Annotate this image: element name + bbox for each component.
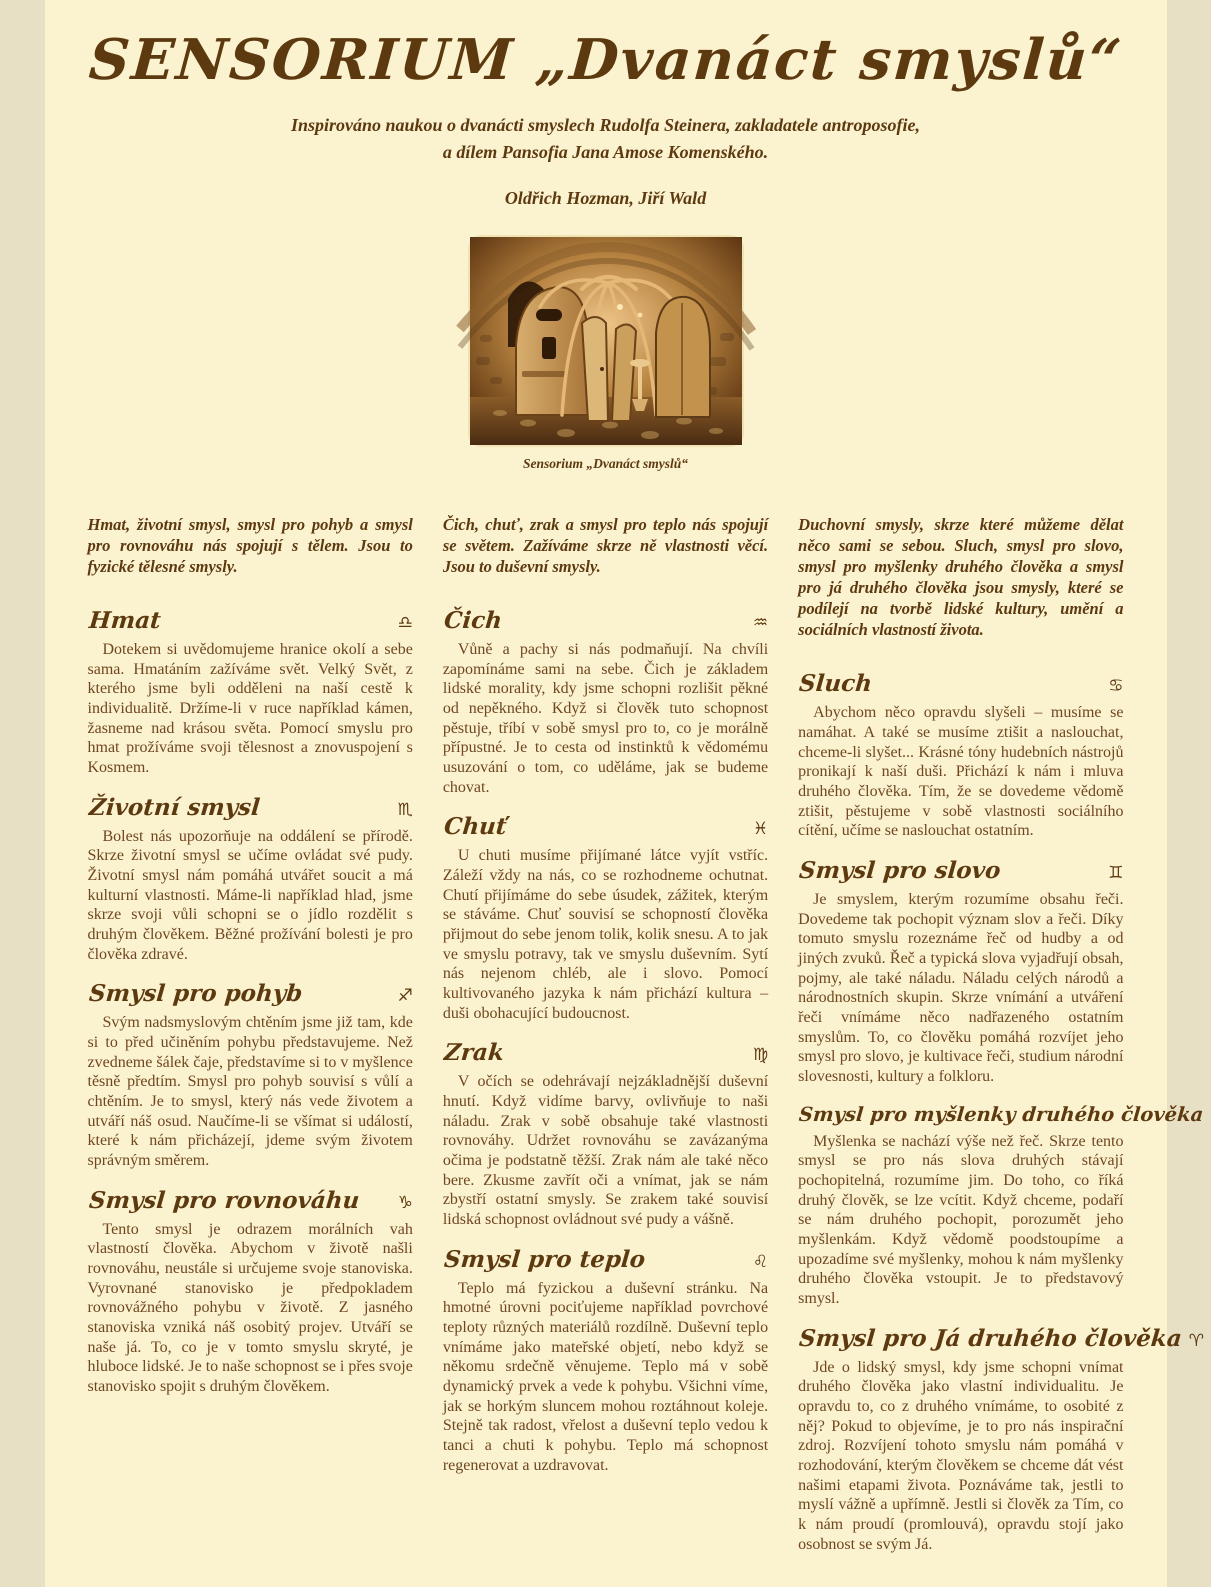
sense-heading-row [443,813,768,840]
sense-section-ja [798,1324,1205,1555]
sense-section-cich [443,607,768,797]
virgo-zodiac-icon: ♍ [752,1045,769,1066]
sensorium-figure [45,235,1167,472]
sense-title-zrak: Zrak [442,1039,505,1067]
sense-heading-row [798,670,1123,697]
sensorium-photo-illustration [470,237,742,445]
sense-title-slovo: Smysl pro slovo [798,856,1002,884]
subtitle [45,112,1167,166]
sense-section-zivotni-smysl [88,794,413,965]
sense-section-chut [443,813,768,1023]
authors-line: Oldřich Hozman, Jiří Wald [504,187,707,208]
gemini-zodiac-icon: ♊ [1108,862,1124,883]
sense-heading-row [88,980,413,1007]
right-door-pod [656,296,710,416]
left-pod [516,287,588,415]
sense-body-sluch: Abychom něco opravdu slyšeli – musíme se namáhat. A také se musíme ztišit a naslouchat, chceme-li slyšet... Krásné tóny hudebních nástrojů pronikají k naší duši. Přichází k nám i mluva druhého člověka. Tím, že se dovedeme vědomě ztišit, pěstujeme v sobě vlastnosti sociálního cítění, učíme se naslouchat ostatním. [798,704,1124,840]
cancer-zodiac-icon: ♋ [1108,676,1124,697]
column-physical-senses [88,514,413,1569]
sense-heading-row [88,794,413,821]
scorpio-zodiac-icon: ♏ [397,799,413,820]
leo-zodiac-icon: ♌ [752,1251,769,1272]
sense-section-sluch [798,670,1123,841]
sense-title-sluch: Sluch [798,670,874,698]
sense-title-rovnovaha: Smysl pro rovnováhu [87,1186,361,1214]
sense-body-slovo: Je smyslem, kterým rozumíme obsahu řeči. Dovedeme tak pochopit význam slov a řeči. Díky tomuto smyslu rozeznáme řeč od hudby a od jiných zvuků. Řeč a typická slova vyjadřují obsah, pojmy, ale také náladu. Náladu celých národů a národnostních skupin. Skrze vnímání a utváření řeči vnímáme něco nadřazeného ostatním smyslům. To, co člověku pomáhá rozvíjet jeho smysl pro slovo, je kultivace řeči, studium národní slovesnosti, kultury a folkloru. [798,890,1124,1085]
sense-title-ja: Smysl pro Já druhého člověka [798,1324,1184,1352]
sense-body-hmat: Dotekem si uvědomujeme hranice okolí a sebe sama. Hmatáním zažíváme svět. Velký Svět, z kterého jsme byli odděleni na naší cestě k individualitě. Držíme-li v ruce například kámen, žasneme nad krásou světa. Pomocí smyslu pro hmat prožíváme svoji tělesnost a znovuspojení s Kosmem. [87,640,413,776]
sense-heading-row [443,1039,768,1066]
three-column-body [87,514,1205,1569]
sagittarius-zodiac-icon: ♐ [397,986,413,1007]
sense-body-pohyb: Svým nadsmyslovým chtěním jsme již tam, kde si to před učiněním pohybu představujeme. Než zvedneme šálek čaje, představíme si to v myšlence těsně předtím. Smysl pro pohyb souvisí s vůlí a chtěním. Je to smysl, který nás vede životem a utváří náš osud. Naučíme-li se všímat si událostí, které k nám přicházejí, jdeme svým životem správným směrem. [87,1014,413,1170]
masthead [45,0,1167,209]
subtitle-line-2: a dílem Pansofia Jana Amose Komenského. [442,141,769,162]
sense-heading-row [88,607,413,634]
sensorium-photo [468,235,744,447]
sense-heading-row [798,1324,1205,1352]
sense-heading-row [443,607,768,634]
sense-section-hmat [88,607,413,778]
sense-title-teplo: Smysl pro teplo [442,1245,647,1273]
sense-title-pohyb: Smysl pro pohyb [87,980,304,1008]
sense-title-myslenky: Smysl pro myšlenky druhého člověka [798,1102,1205,1126]
sense-section-myslenky [798,1102,1205,1309]
sense-title-chut: Chuť [442,813,508,841]
sense-section-zrak [443,1039,768,1229]
sense-title-hmat: Hmat [87,606,162,634]
photo-caption: Sensorium „Dvanáct smyslů“ [522,455,689,471]
sense-body-teplo: Teplo má fyzickou a duševní stránku. Na hmotné úrovni pociťujeme například povrchové teploty různých materiálů rozdílně. Duševní teplo vnímáme jako mateřské objetí, nebo když se někomu srdečně věnujeme. Teplo má v sobě dynamický prvek a vede k pohybu. Všichni víme, jak se horkým sluncem mohou roztáhnout koleje. Stejně tak radost, vřelost a duševní teplo vedou k tanci a chuti k pohybu. Teplo má schopnost regenerovat a uzdravovat. [442,1279,769,1474]
sense-body-ja: Jde o lidský smysl, kdy jsme schopni vnímat druhého člověka jako vlastní individualitu. Je opravdu to, co z druhého vnímáme, to osobité z něj? Pokud to objevíme, je to pro nás inspirační zdroj. Rozvíjení tohoto smyslu nám pomáhá v rozhodování, kterým člověkem se chceme dát vést našimi etapami života. Poznáváme tak, jestli to myslí vážně a upřímně. Jestli si člověk za Tím, co k nám proudí (promlouvá), opravdu stojí jako osobnost se svým Já. [798,1358,1124,1553]
column-intro-soul: Čich, chuť, zrak a smysl pro teplo nás spojují se světem. Zažíváme skrze ně vlastnosti věcí. Jsou to duševní smysly. [442,514,769,576]
sense-body-myslenky: Myšlenka se nachází výše než řeč. Skrze tento smysl se pro nás slova druhých stávají pochopitelná, rozumíme jim. Do toho, co říká druhý člověk, se lze vcítit. Když chceme, podaří se nám druhého pochopit, porozumět jeho myšlenkám. Když vědomě poodstoupíme a upozadíme své myšlenky, mohou k nám myšlenky druhého člověka vstoupit. Je to představový smysl. [798,1132,1124,1308]
sense-heading-row [798,857,1123,884]
sense-section-rovnovaha [88,1187,413,1397]
sense-section-teplo [443,1246,768,1476]
column-spiritual-senses [798,514,1205,1569]
column-intro-spiritual: Duchovní smysly, skrze které můžeme dělat něco sami se sebou. Sluch, smysl pro slovo, smysl pro myšlenky druhého člověka a smysl pro já druhého člověka jsou smysly, které se podílejí na tvorbě lidské kultury, umění a sociálních vlastností života. [798,514,1124,640]
sense-section-slovo [798,857,1123,1087]
sense-title-zivotni-smysl: Životní smysl [87,793,261,821]
aquarius-zodiac-icon: ♒ [752,612,769,633]
sense-heading-row [443,1246,768,1273]
page-title: SENSORIUM „Dvanáct smyslů“ [86,27,1125,93]
poster-page [45,0,1205,1587]
sense-heading-row [88,1187,413,1214]
pisces-zodiac-icon: ♓ [752,819,769,840]
sense-body-rovnovaha: Tento smysl je odrazem morálních vah vlastností člověka. Abychom v životě našli rovnováhu, neustále si určujeme svoje stanoviska. Vyrovnané stanovisko je předpokladem rovnovážného pohybu v životě. Z jasného stanoviska vzniká náš osobitý projev. Utváří se naše já. To, co je v tomto smyslu skryté, je hluboce lidské. Je to naše schopnost se i přes svoje stanovisko spojit s druhým člověkem. [87,1220,413,1396]
column-soul-senses [443,514,768,1569]
sense-body-cich: Vůně a pachy si nás podmaňují. Na chvíli zapomínáme sami na sebe. Čich je základem lidské morality, kdy jsme schopni rozlišit pěkné od nepěkného. Když si člověk tuto schopnost pěstuje, tříbí v sobě smysl pro to, co je morálně přípustné. Je to cesta od instinktů k vědomému usuzování o tom, co uděláme, jak se budeme chovat. [442,640,769,796]
subtitle-line-1: Inspirováno naukou o dvanácti smyslech Rudolfa Steinera, zakladatele antroposofie, [290,114,921,135]
aries-zodiac-icon: ♈ [1188,1330,1205,1351]
capricorn-zodiac-icon: ♑ [397,1192,413,1213]
sense-body-zrak: V očích se odehrávají nejzákladnější duševní hnutí. Když vidíme barvy, ovlivňuje to naši náladu. Zrak v sobě obsahuje také vlastnosti rovnováhy. Udržet rovnováhu se zavázanýma očima je podstatně těžší. Zrak nám ale také něco bere. Zkusme zavřít oči a vnímat, jak se nám zbystří ostatní smysly. Se zrakem také souvisí lidská schopnost ovládnout své pudy a vášně. [442,1073,769,1229]
sense-body-zivotni-smysl: Bolest nás upozorňuje na oddálení se přírodě. Skrze životní smysl se učíme ovládat své pudy. Životní smysl nám pomáhá utvářet soucit a má kulturní vlastnosti. Máme-li například hlad, jsme skrze svoji vůli schopni se o jídlo rozdělit s druhým člověkem. Běžné prožívání bolesti je pro člověka zdravé. [87,827,413,963]
sense-title-cich: Čich [442,606,503,634]
libra-zodiac-icon: ♎ [397,612,413,633]
sense-body-chut: U chuti musíme přijímané látce vyjít vstříc. Záleží vždy na nás, co se rozhodneme ochutnat. Chutí přijímáme do sebe úsudek, zážitek, kterým se stáváme. Chuť souvisí se schopností člověka přijmout do sebe jenom tolik, kolik snesu. A to jak ve smyslu potravy, tak ve smyslu duševním. Sytí nás nejenom chléb, ale i slovo. Pomocí kultivovaného jazyka k nám přichází kultura – duši obohacující budoucnost. [442,847,769,1022]
column-intro-physical: Hmat, životní smysl, smysl pro pohyb a smysl pro rovnováhu nás spojují s tělem. Jsou to fyzické tělesné smysly. [87,514,413,576]
sense-heading-row [798,1102,1205,1126]
sense-section-pohyb [88,980,413,1170]
